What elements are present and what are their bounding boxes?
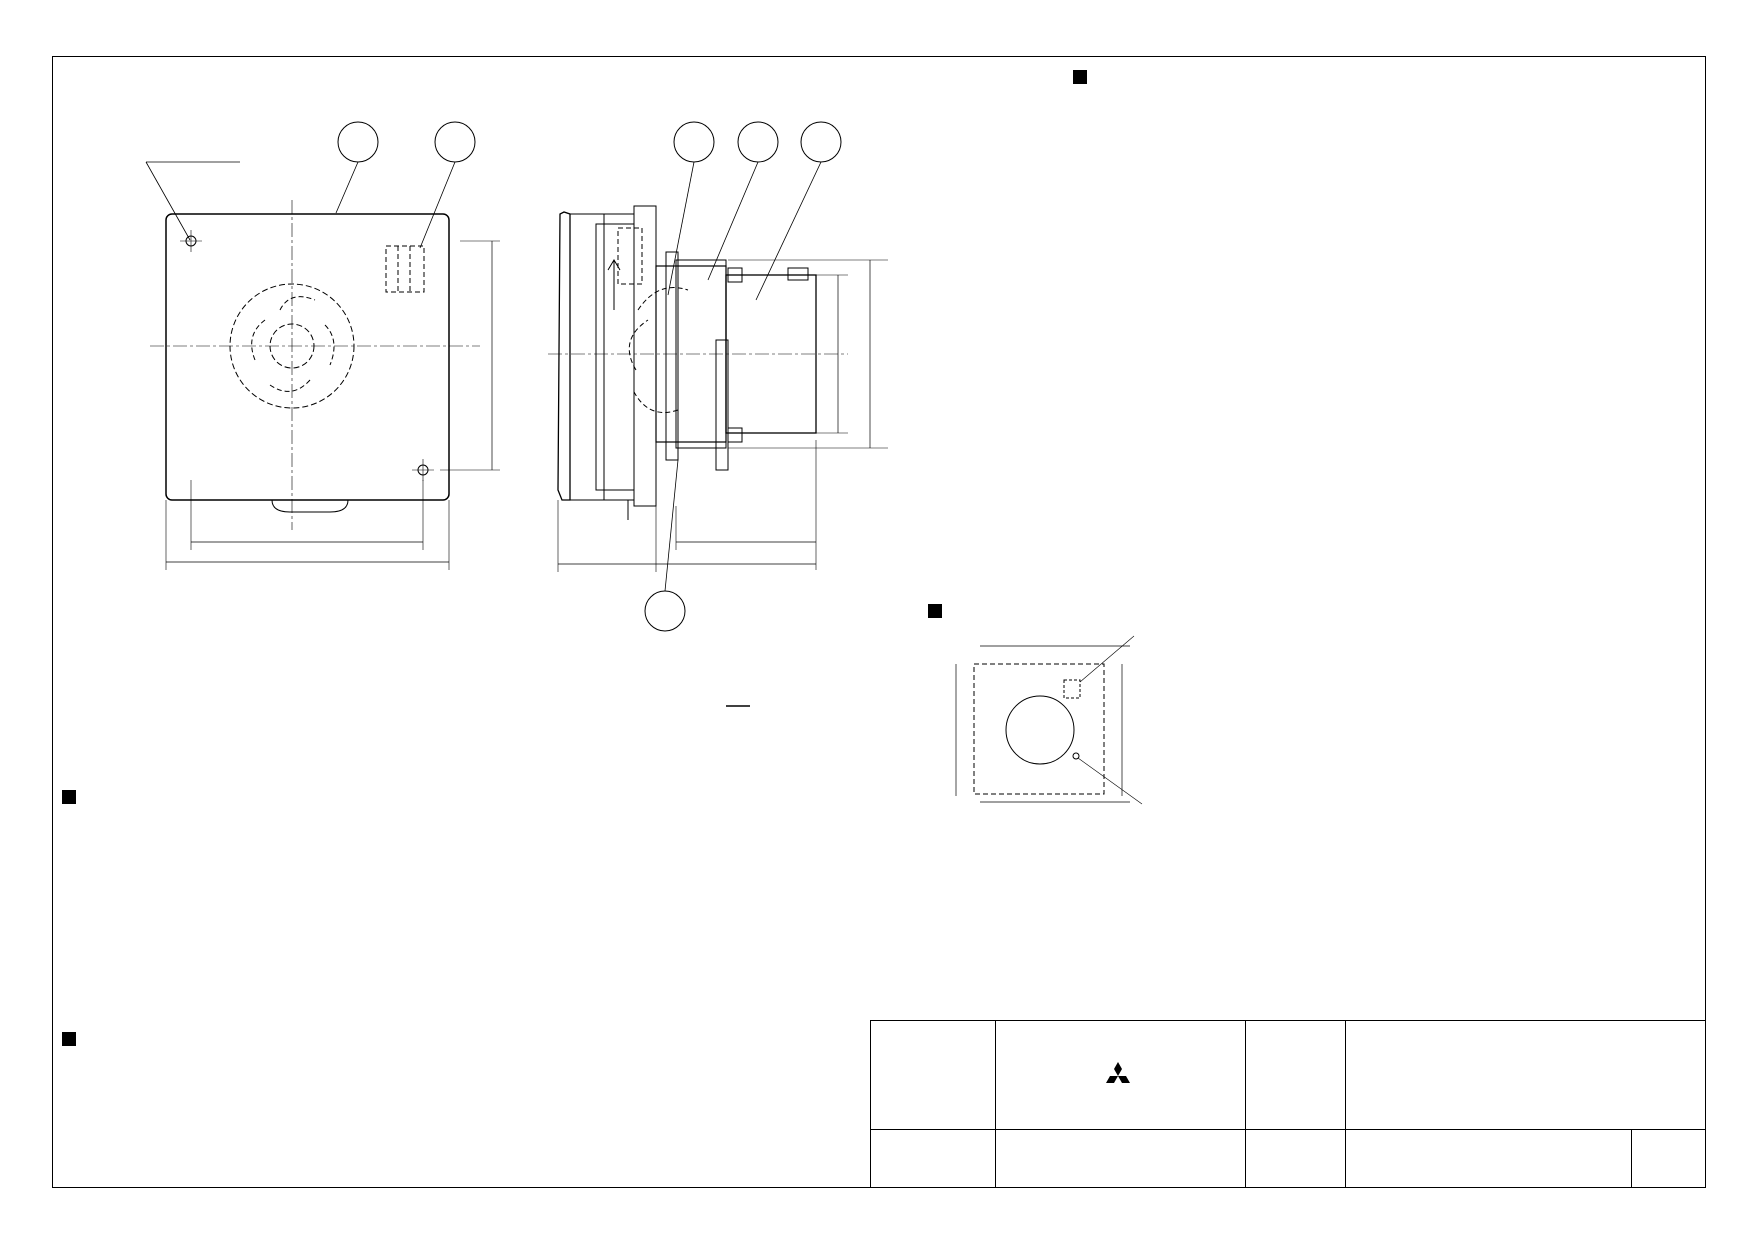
- date-value: [996, 1130, 1246, 1188]
- parts-title: [62, 788, 84, 807]
- front-view-drawing: [140, 110, 560, 590]
- date-label: [870, 1130, 996, 1188]
- balloon-04: [435, 122, 475, 162]
- company-name: [996, 1020, 1246, 1130]
- pq-chart: [470, 638, 830, 1018]
- notes-title: [1073, 68, 1095, 88]
- balloon-01: [338, 122, 378, 162]
- model-cell: [1346, 1020, 1706, 1130]
- balloon-06: [645, 591, 685, 631]
- balloon-02: [738, 122, 778, 162]
- balloon-03: [674, 122, 714, 162]
- side-view-drawing: [548, 110, 888, 650]
- drawing-number: [1346, 1130, 1632, 1188]
- spec-title: [62, 1030, 84, 1049]
- sheet-number: [1632, 1130, 1706, 1188]
- balloon-05: [801, 122, 841, 162]
- mitsubishi-logo-icon: [1102, 1061, 1134, 1089]
- install-diagram: [930, 620, 1250, 830]
- number-label: [1246, 1130, 1346, 1188]
- projection-method: [870, 1020, 996, 1130]
- model-label: [1246, 1020, 1346, 1130]
- install-title: [928, 604, 950, 621]
